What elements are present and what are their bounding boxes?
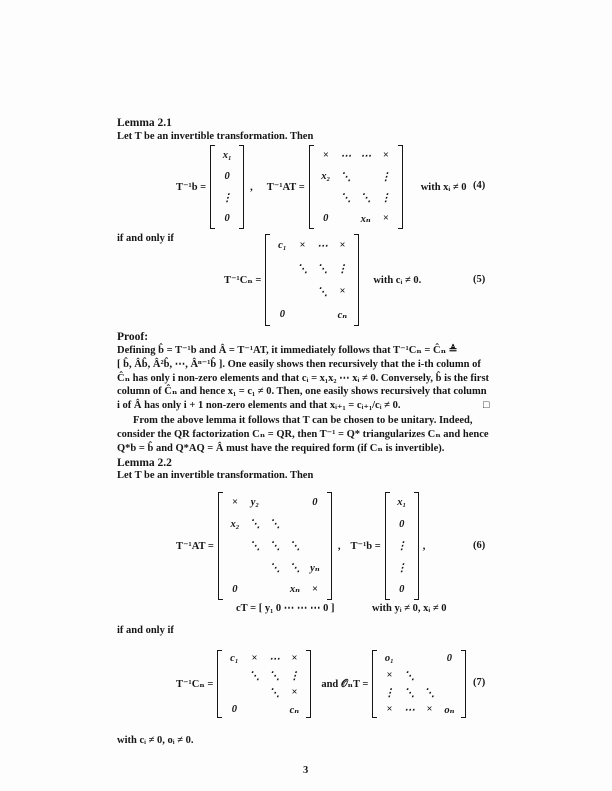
matrix-cell: × [386, 704, 393, 715]
eq6-lhs1: T⁻¹AT = [176, 541, 214, 552]
matrix-cell: y₂ [250, 497, 260, 509]
lemma-2-1-intro: Let T be an invertible transformation. Then [117, 131, 314, 142]
matrix-cell: ⋱ [269, 519, 281, 531]
matrix-cell: oₙ [444, 704, 455, 716]
matrix-cell: ⋯ [340, 150, 351, 162]
if-and-only-if: if and only if [117, 233, 174, 244]
eq5-lhs: T⁻¹Cₙ = [224, 275, 262, 286]
matrix-t-inv-a-t [309, 145, 403, 229]
qed-symbol: □ [483, 400, 490, 411]
right-bracket [398, 145, 403, 229]
matrix-cell: × [231, 497, 238, 509]
matrix-cell: ⋯ [404, 704, 415, 716]
matrix-cell: × [386, 670, 393, 681]
matrix-cell: ⋱ [317, 286, 328, 298]
lemma-2-2-title: Lemma 2.2 [117, 457, 172, 469]
matrix-cell: × [291, 653, 298, 664]
left-bracket [217, 650, 222, 718]
eq4-sep: , [250, 181, 253, 193]
equation-number-6: (6) [473, 540, 486, 551]
matrix-cell: 0 [399, 518, 405, 530]
matrix-cell: x₁ [397, 497, 407, 509]
matrix-cell: × [291, 687, 298, 698]
matrix-cell [245, 557, 265, 579]
proof-line: [ b̂, Âb̂, Â²b̂, ⋯, Âⁿ⁻¹b̂ ]. One easily shows then recursively that the i-th column of [117, 359, 481, 370]
matrix-cell [285, 514, 305, 536]
eq4-condition: with xᵢ ≠ 0 [420, 181, 467, 193]
eq7-lhs1: T⁻¹Cₙ = [176, 679, 214, 690]
right-bracket [306, 650, 311, 718]
matrix-t-inv-a-t [218, 492, 332, 600]
equation-number-7: (7) [473, 677, 486, 688]
matrix-t-inv-b [210, 145, 244, 229]
paragraph-line: consider the QR factorization Cₙ = QR, then T⁻¹ = Q* triangularizes Cₙ and hence [117, 429, 489, 440]
right-bracket [327, 492, 332, 600]
matrix-cell [224, 667, 244, 684]
matrix-cell [439, 667, 459, 684]
eq6-row-vector: cT = [ y₁ 0 ⋯ ⋯ ⋯ 0 ] [236, 603, 335, 614]
paragraph-line: Q*b = b̂ and Q*AQ = Â must have the required form (if Cₙ is invertible). [117, 443, 445, 454]
equation-7 [176, 650, 470, 718]
left-bracket [218, 492, 223, 600]
eq5-condition: with cᵢ ≠ 0. [373, 274, 422, 286]
matrix-cell: ⋯ [360, 150, 371, 162]
matrix-cell: ⋱ [269, 541, 281, 552]
matrix-cell: ⋱ [249, 670, 260, 682]
right-bracket [354, 234, 359, 326]
matrix-cell: cₙ [289, 704, 300, 716]
left-bracket [309, 145, 314, 229]
matrix-cell [316, 187, 336, 208]
matrix-cell [265, 578, 285, 600]
matrix-cell [305, 535, 325, 557]
eq4-lhs1: T⁻¹b = [176, 182, 207, 193]
right-bracket [239, 145, 244, 229]
matrix-cell [419, 650, 439, 667]
matrix-cell [272, 280, 292, 303]
matrix-cell: ⋱ [269, 562, 281, 574]
matrix-cell: × [311, 583, 318, 595]
matrix-cell [399, 650, 419, 667]
matrix-cell: xₙ [360, 213, 371, 225]
matrix-cell: x₁ [222, 150, 232, 161]
paragraph-line: From the above lemma it follows that T can be chosen to be unitary. Indeed, [133, 415, 473, 426]
matrix-cell: 0 [231, 704, 237, 715]
matrix-cell: × [322, 150, 329, 161]
left-bracket [265, 234, 270, 326]
matrix-cell: 0 [224, 213, 230, 224]
equation-number-5: (5) [473, 274, 486, 285]
matrix-t-inv-b [385, 492, 419, 600]
matrix-cell: ⋱ [340, 171, 351, 183]
matrix-cell: × [382, 213, 389, 224]
matrix-cell: ⋱ [340, 192, 351, 204]
matrix-cell: × [299, 240, 306, 251]
matrix-cell [225, 557, 245, 579]
matrix-cell: 0 [312, 497, 318, 509]
matrix-cell [265, 492, 285, 514]
matrix-cell: 0 [232, 583, 238, 595]
matrix-cell [292, 303, 312, 326]
matrix-cell [312, 303, 332, 326]
matrix-cell: x₂ [321, 171, 331, 182]
final-condition: with cᵢ ≠ 0, oᵢ ≠ 0. [117, 735, 194, 746]
matrix-cell: ⋱ [404, 687, 415, 699]
matrix-cell: ⋮ [380, 171, 391, 183]
equation-5 [224, 233, 421, 327]
eq6-sep: , [337, 540, 341, 552]
matrix-cell [356, 166, 376, 187]
matrix-cell: ⋱ [249, 541, 261, 552]
matrix-cell: ⋮ [384, 687, 395, 699]
proof-title: Proof: [117, 331, 149, 343]
proof-line: Defining b̂ = T⁻¹b and Â = T⁻¹AT, it immediately follows that T⁻¹Cₙ = Ĉₙ ≜ [117, 345, 458, 356]
left-bracket [210, 145, 215, 229]
matrix-cell: o₁ [384, 653, 394, 664]
matrix-cell: ⋮ [337, 263, 348, 275]
eq4-lhs2: T⁻¹AT = [266, 182, 305, 193]
matrix-cell: × [382, 150, 389, 161]
matrix-cell: 0 [224, 171, 230, 182]
eq7-middle: and 𝒪ₙT = [321, 678, 369, 690]
matrix-cell [244, 701, 264, 718]
matrix-cell: ⋱ [269, 670, 280, 682]
matrix-cell [336, 208, 356, 229]
right-bracket [461, 650, 466, 718]
matrix-cell [225, 535, 245, 557]
matrix-cell: ⋮ [221, 192, 233, 204]
matrix-cell [224, 684, 244, 701]
matrix-cell: ⋮ [289, 670, 300, 682]
matrix-cell: ⋮ [396, 562, 407, 574]
matrix-cell [244, 684, 264, 701]
proof-line: i of Â has only i + 1 non-zero elements and that xᵢ₊₁ = cᵢ₊₁/cᵢ ≠ 0. [117, 400, 401, 411]
page-number: 3 [303, 765, 309, 776]
matrix-cell: × [426, 704, 433, 715]
matrix-cell: ⋱ [289, 562, 301, 574]
matrix-cell: ⋱ [297, 263, 308, 275]
left-bracket [372, 650, 377, 718]
matrix-cell: ⋮ [380, 192, 391, 204]
matrix-cell [305, 514, 325, 536]
matrix-t-inv-cn [217, 650, 311, 718]
matrix-cell: × [251, 653, 258, 664]
matrix-cell: ⋱ [289, 541, 301, 552]
matrix-cell: ⋱ [317, 263, 328, 275]
matrix-cell: ⋯ [269, 653, 280, 665]
lemma-2-1-title: Lemma 2.1 [117, 117, 172, 129]
matrix-cell: × [339, 240, 346, 251]
proof-line: Ĉₙ has only i non-zero elements and that cᵢ = x₁x₂ ⋯ xᵢ ≠ 0. Conversely, b̂ is the first [117, 373, 490, 384]
matrix-cell [439, 684, 459, 701]
matrix-cell: ⋱ [249, 519, 261, 531]
matrix-cell: xₙ [289, 584, 300, 596]
matrix-cell: 0 [323, 213, 329, 224]
matrix-cell: 0 [446, 653, 453, 664]
lemma-2-2-intro: Let T be an invertible transformation. Then [117, 470, 314, 481]
left-bracket [385, 492, 390, 600]
if-and-only-if: if and only if [117, 625, 174, 636]
equation-6 [176, 492, 425, 600]
equation-number-4: (4) [473, 180, 486, 191]
proof-line: column of Ĉₙ and hence x₁ = c₁ ≠ 0. Then, one easily shows recursively that column [117, 386, 487, 397]
matrix-cell [292, 280, 312, 303]
matrix-cell: 0 [279, 309, 285, 320]
matrix-cell: ⋮ [396, 541, 407, 552]
matrix-cell: cₙ [337, 309, 348, 321]
matrix-cell [285, 492, 305, 514]
matrix-cell: ⋱ [404, 670, 415, 682]
matrix-cell [419, 667, 439, 684]
matrix-cell: 0 [399, 583, 405, 595]
matrix-cell [245, 578, 265, 600]
matrix-cell: yₙ [310, 562, 320, 574]
matrix-cell: ⋱ [269, 687, 280, 699]
matrix-cell [272, 257, 292, 280]
matrix-cell: ⋱ [424, 687, 435, 699]
matrix-cell: c₁ [230, 653, 239, 664]
eq6-lhs2: T⁻¹b = [350, 541, 381, 552]
matrix-cell: ⋱ [360, 192, 371, 204]
right-bracket [414, 492, 419, 600]
matrix-cell: × [339, 286, 346, 297]
eq6-sep2: , [422, 540, 426, 552]
equation-4 [176, 144, 467, 230]
matrix-cell [264, 701, 284, 718]
eq6-row-condition: with yᵢ ≠ 0, xᵢ ≠ 0 [372, 603, 447, 614]
matrix-t-inv-cn [265, 234, 359, 326]
matrix-cell: c₁ [278, 240, 287, 251]
matrix-on-t [372, 650, 466, 718]
matrix-cell: ⋯ [317, 240, 328, 252]
matrix-cell: x₂ [230, 518, 240, 530]
